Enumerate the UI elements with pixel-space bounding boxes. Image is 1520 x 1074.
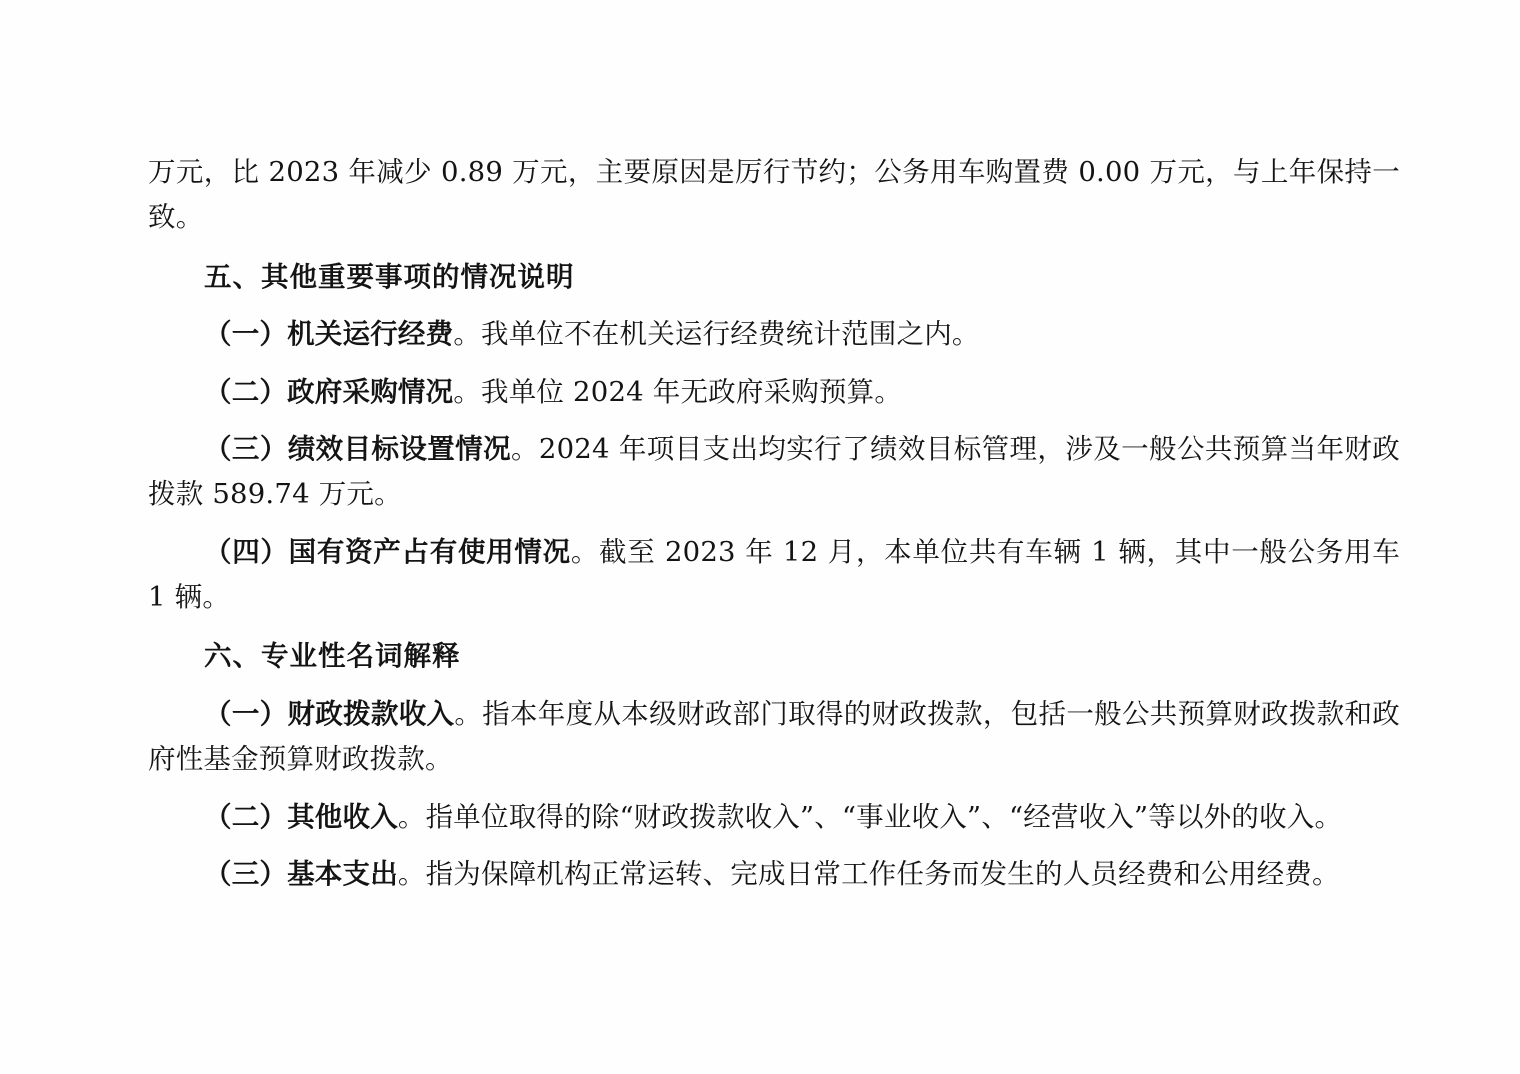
item-text-5-3: 。2024 年项目支出均实行了绩效目标管理，涉及一般公共预算当年财政拨款 589.74 万元。 — [148, 432, 1401, 511]
item-text-6-3: 。指为保障机构正常运转、完成日常工作任务而发生的人员经费和公用经费。 — [397, 857, 1340, 890]
item-text-5-1: 。我单位不在机关运行经费统计范围之内。 — [453, 318, 980, 351]
item-label-6-1: （一）财政拨款收入 — [204, 697, 455, 730]
paragraph-item-5-3 — [148, 427, 1400, 518]
item-label-6-2: （二）其他收入 — [204, 800, 398, 833]
item-text-6-2: 。指单位取得的除“财政拨款收入”、“事业收入”、“经营收入”等以外的收入。 — [397, 800, 1343, 833]
item-label-5-3: （三）绩效目标设置情况 — [204, 432, 511, 465]
item-text-6-1: 。指本年度从本级财政部门取得的财政拨款，包括一般公共预算财政拨款和政府性基金预算财政拨款。 — [148, 697, 1400, 776]
paragraph-item-5-2 — [148, 370, 1400, 415]
item-label-5-4: （四）国有资产占有使用情况 — [204, 535, 571, 568]
item-label-5-1: （一）机关运行经费 — [204, 318, 454, 351]
paragraph-item-6-3 — [148, 852, 1400, 897]
paragraph-continuation: 万元，比 2023 年减少 0.89 万元，主要原因是厉行节约；公务用车购置费 0.00 万元，与上年保持一致。 — [148, 156, 1400, 234]
heading-section-five: 五、其他重要事项的情况说明 — [204, 260, 575, 293]
document-body — [148, 150, 1400, 897]
paragraph-item-5-1 — [148, 312, 1400, 357]
paragraph-item-6-2 — [148, 795, 1400, 840]
item-text-5-2: 。我单位 2024 年无政府采购预算。 — [453, 375, 903, 408]
paragraph-item-6-1 — [148, 692, 1400, 783]
heading-section-six: 六、专业性名词解释 — [204, 640, 461, 673]
item-label-5-2: （二）政府采购情况 — [204, 375, 454, 408]
item-text-5-4: 。截至 2023 年 12 月，本单位共有车辆 1 辆，其中一般公务用车 1 辆。 — [148, 535, 1400, 613]
paragraph-item-5-4 — [148, 530, 1400, 621]
item-label-6-3: （三）基本支出 — [204, 857, 398, 890]
